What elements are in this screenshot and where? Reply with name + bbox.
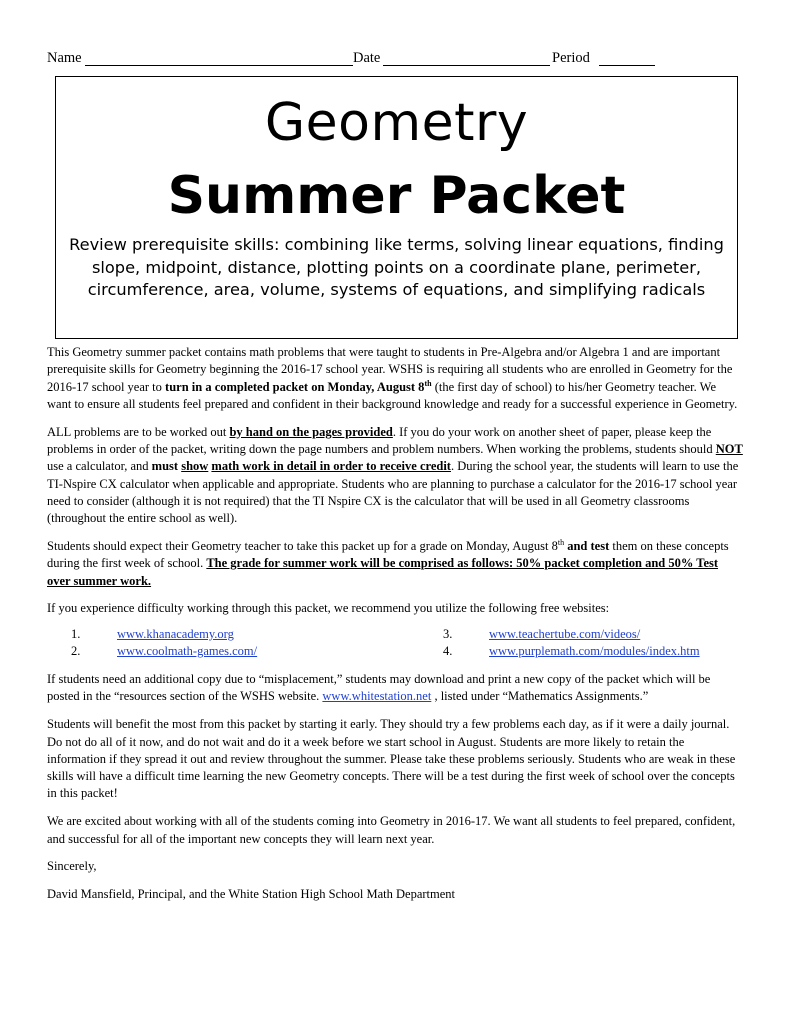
copy-text-b: , listed under “Mathematics Assignments.” <box>431 689 649 704</box>
body-text <box>47 344 743 914</box>
teachertube-link[interactable]: www.teachertube.com/videos/ <box>489 627 641 642</box>
rules-paragraph <box>47 424 743 528</box>
due-date-bold: turn in a completed packet on Monday, August 8 <box>165 379 425 394</box>
excited-paragraph: We are excited about working with all of the students coming into Geometry in 2016-17. We want all students to feel prepared, confident, and successful for all of the important new concepts they will learn next year. <box>47 814 736 846</box>
whitestation-link[interactable]: www.whitestation.net <box>322 689 432 704</box>
purplemath-link[interactable]: www.purplemath.com/modules/index.htm <box>489 644 700 659</box>
grading-sup: th <box>557 537 565 547</box>
title-summer-packet: Summer Packet <box>167 166 626 226</box>
intro-text-end: (the first day of school) to his/her Geometry teacher. We want to ensure all students feel prepared and confident in their background knowledge and ready for a successful experience in Geometry. <box>47 379 738 411</box>
name-label: Name <box>47 50 82 66</box>
khanacademy-link[interactable]: www.khanacademy.org <box>117 627 234 642</box>
websites-intro: If you experience difficulty working through this packet, we recommend you utilize the following free websites: <box>47 601 610 616</box>
benefit-paragraph: Students will benefit the most from this packet by starting it early. They should try a few problems each day, as if it were a daily journal. Do not do all of it now, and do not wait and do it a week before we start school in August. Students are more likely to retain the information if they spread it out and review throughout the summer. Please take these problems seriously. Students who are weak in these skills will have a difficult time learning the new Geometry concepts. There will be a test during the first week of school over the concepts in this packet! <box>47 717 736 801</box>
name-blank <box>85 65 353 66</box>
period-label: Period <box>552 50 590 66</box>
title-geometry: Geometry <box>264 93 529 153</box>
list-number: 1. <box>71 627 81 642</box>
grading-paragraph <box>47 538 743 590</box>
rules-text-j: . During the school year, the students will learn to use the TI-Nspire CX calculator when applicable and appropriate. Students who are planning to purchase a calculator for the 2016-17 school year need to consider (although it is not required) that the TI Nspire CX is the calculator that will be used in all Geometry classrooms (throughout the entire school as well). <box>47 459 739 526</box>
due-date-sup: th <box>424 378 432 388</box>
intro-paragraph <box>47 344 743 413</box>
and-test-bold: and test <box>567 538 610 553</box>
copy-paragraph <box>47 671 743 706</box>
list-number: 4. <box>443 644 453 659</box>
show-bold: show <box>181 459 209 474</box>
list-number: 2. <box>71 644 81 659</box>
closing: Sincerely, <box>47 859 97 874</box>
list-number: 3. <box>443 627 453 642</box>
not-bold: NOT <box>715 441 743 456</box>
date-label: Date <box>353 50 381 66</box>
intro-text: This Geometry summer packet contains math problems that were taught to students in Pre-Algebra and/or Algebra 1 and are important prerequisite skills for Geometry beginning the 2016-17 school year. WSHS is requiring all students who are enrolled in Geometry for the 2016-17 school year to <box>47 345 733 394</box>
must-bold: must <box>151 459 182 474</box>
rules-text-a: ALL problems are to be worked out <box>47 424 230 439</box>
title-box <box>55 76 738 339</box>
math-work-bold: math work in detail in order to receive credit <box>211 459 451 474</box>
header-line <box>47 50 667 70</box>
rules-text-e: use a calculator, and <box>47 459 152 474</box>
grading-text-a: Students should expect their Geometry teacher to take this packet up for a grade on Monday, August 8 <box>47 538 558 553</box>
grade-composition-bold: The grade for summer work will be comprised as follows: 50% packet completion and 50% Test over summer work. <box>47 556 719 588</box>
copy-text-a: If students need an additional copy due to “misplacement,” students may download and print a new copy of the packet which will be posted in the “resources section of the WSHS website. <box>47 672 711 704</box>
coolmath-link[interactable]: www.coolmath-games.com/ <box>117 644 258 659</box>
website-list <box>47 626 743 662</box>
rules-text-c: . If you do your work on another sheet of paper, please keep the problems in order of the packet, writing down the page numbers and problem numbers. When working the problems, students should <box>47 424 716 456</box>
period-blank <box>599 65 655 66</box>
date-blank <box>383 65 550 66</box>
by-hand-bold: by hand on the pages provided <box>229 424 393 439</box>
signature: David Mansfield, Principal, and the White Station High School Math Department <box>47 887 456 902</box>
title-subtitle: Review prerequisite skills: combining like terms, solving linear equations, finding slope, midpoint, distance, plotting points on a coordinate plane, perimeter, circumference, area, volume, systems of equations, and simplifying radicals <box>69 235 724 299</box>
grading-text-d: them on these concepts during the first week of school. <box>47 538 729 571</box>
